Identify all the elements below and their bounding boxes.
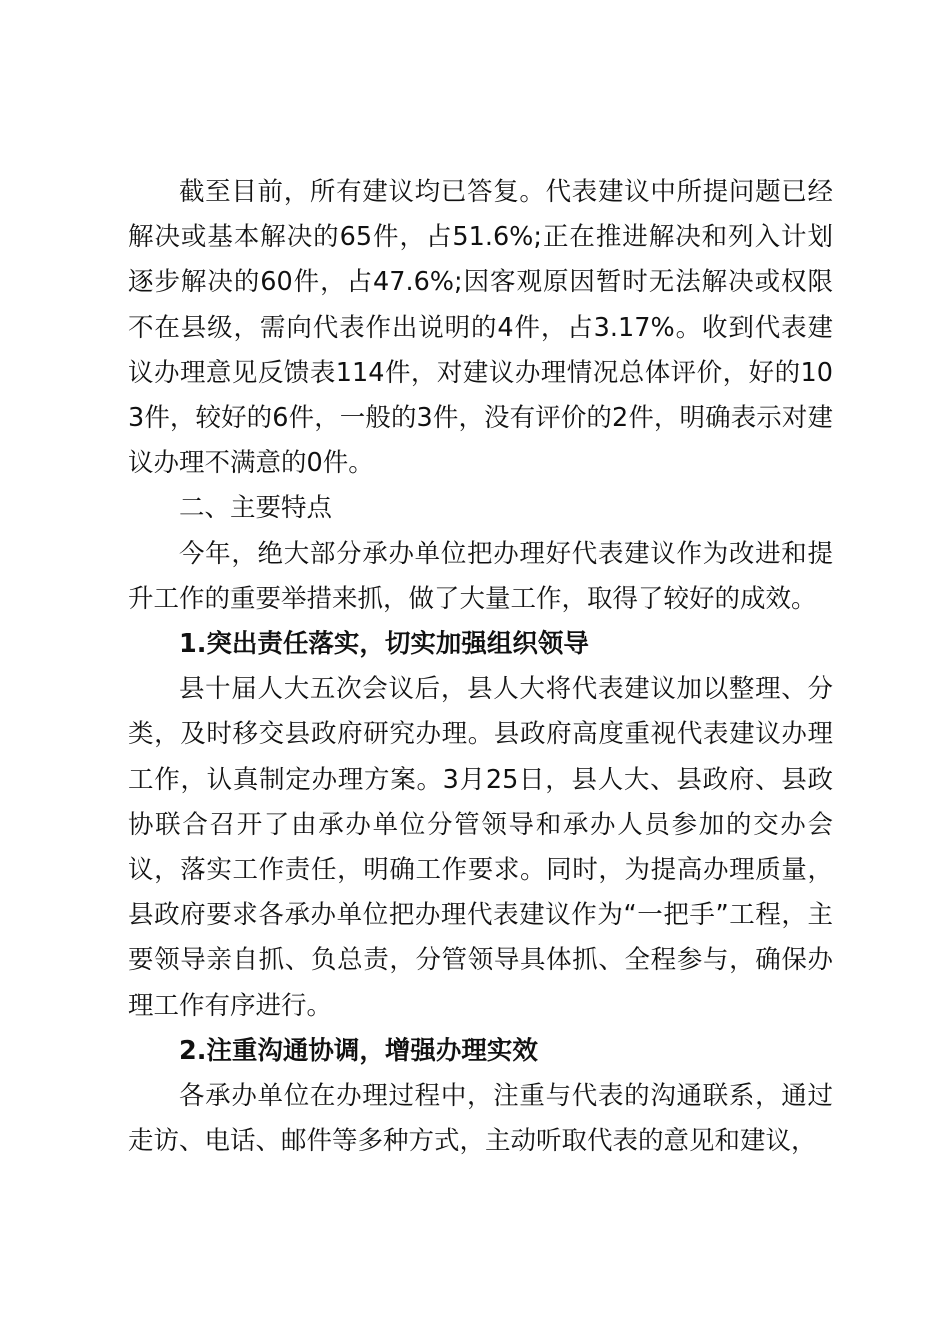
paragraph-intro-features: 今年，绝大部分承办单位把办理好代表建议作为改进和提升工作的重要举措来抓，做了大量工作，取得了较好的成效。 bbox=[128, 538, 833, 614]
subheading-responsibility: 1.突出责任落实，切实加强组织领导 bbox=[179, 629, 589, 660]
section-heading-main-features: 二、主要特点 bbox=[179, 493, 333, 524]
subheading-communication: 2.注重沟通协调，增强办理实效 bbox=[179, 1035, 538, 1066]
paragraph-responsibility: 县十届人大五次会议后，县人大将代表建议加以整理、分类，及时移交县政府研究办理。县政府高度重视代表建议办理工作，认真制定办理方案。3月25日，县人大、县政府、县政协联合召开了由承办单位分管领导和承办人员参加的交办会议，落实工作责任，明确工作要求。同时，为提高办理质量，县政府要求各承办单位把办理代表建议作为“一把手”工程，主要领导亲自抓、负总责，分管领导具体抓、全程参与，确保办理工作有序进行。 bbox=[128, 674, 833, 1021]
paragraph-communication: 各承办单位在办理过程中，注重与代表的沟通联系，通过走访、电话、邮件等多种方式，主动听取代表的意见和建议， bbox=[128, 1081, 833, 1157]
document-body bbox=[128, 170, 833, 1164]
paragraph-completion-status: 截至目前，所有建议均已答复。代表建议中所提问题已经解决或基本解决的65件，占51.6%;正在推进解决和列入计划逐步解决的60件，占47.6%;因客观原因暂时无法解决或权限不在县级，需向代表作出说明的4件，占3.17%。收到代表建议办理意见反馈表114件，对建议办理情况总体评价，好的103件，较好的6件，一般的3件，没有评价的2件，明确表示对建议办理不满意的0件。 bbox=[128, 177, 833, 479]
